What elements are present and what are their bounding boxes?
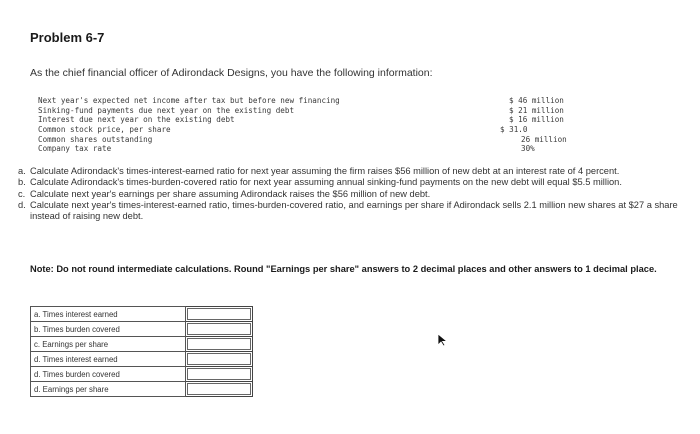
answer-row [31,352,253,367]
question-item [18,166,686,176]
answer-row [31,337,253,352]
info-value: 26 million [521,134,567,144]
info-row [38,144,598,154]
info-table [38,96,598,154]
answer-input-eps-c[interactable] [187,338,251,350]
info-value: $ 21 million [509,105,564,115]
info-row [38,115,598,125]
answer-row [31,367,253,382]
answer-label: b. Times burden covered [31,322,186,337]
answer-label: a. Times interest earned [31,307,186,322]
info-row [38,96,598,106]
question-text: Calculate Adirondack's times-interest-earned ratio for next year assuming the firm raises $56 million of new debt at an interest rate of 4 percent. [30,166,620,176]
problem-intro: As the chief financial officer of Adirondack Designs, you have the following information: [30,67,433,79]
info-value: 30% [521,144,535,154]
info-value: $ 46 million [509,96,564,105]
problem-title: Problem 6-7 [30,30,105,45]
answer-cell [186,307,253,322]
info-label: Company tax rate [38,144,112,154]
info-label: Next year's expected net income after tax but before new financing [38,96,340,105]
info-value: $ 31.0 [500,125,528,135]
answer-input-tie-d[interactable] [187,353,251,365]
answer-cell [186,352,253,367]
info-value: $ 16 million [509,115,564,125]
question-item [18,189,686,199]
answer-label: c. Earnings per share [31,337,186,352]
answer-label: d. Times interest earned [31,352,186,367]
answer-row [31,382,253,397]
question-letter: b. [18,177,26,188]
info-row [38,106,598,116]
info-row [38,135,598,145]
answer-cell [186,322,253,337]
question-item [18,200,686,221]
question-text: Calculate next year's times-interest-earned ratio, times-burden-covered ratio, and earnings per share if Adirondack sells 2.1 million new shares at $27 a share instead of raising new debt. [30,200,678,221]
mouse-pointer-icon [437,333,449,352]
rounding-note: Note: Do not round intermediate calculations. Round "Earnings per share" answers to 2 decimal places and other answers to 1 decimal place. [30,264,657,274]
answer-cell [186,367,253,382]
info-row [38,125,598,135]
question-item [18,177,686,187]
question-text: Calculate Adirondack's times-burden-covered ratio for next year assuming annual sinking-fund payments on the new debt will equal $5.5 million. [30,177,622,188]
info-label: Interest due next year on the existing debt [38,115,235,125]
question-letter: d. [18,200,26,211]
question-text: Calculate next year's earnings per share assuming Adirondack raises the $56 million of new debt. [30,188,431,199]
question-letter: a. [18,166,26,176]
answer-input-tbc-d[interactable] [187,368,251,380]
answer-input-tie-a[interactable] [187,308,251,320]
answer-cell [186,382,253,397]
question-letter: c. [18,188,26,199]
info-label: Sinking-fund payments due next year on the existing debt [38,105,295,115]
answer-cell [186,337,253,352]
answer-row [31,322,253,337]
answer-input-tbc-b[interactable] [187,323,251,335]
info-label: Common shares outstanding [38,134,153,144]
answer-row [31,307,253,322]
answer-label: d. Earnings per share [31,382,186,397]
info-label: Common stock price, per share [38,125,171,135]
answer-input-eps-d[interactable] [187,383,251,395]
answer-label: d. Times burden covered [31,367,186,382]
answer-table [30,306,253,397]
question-list [18,166,686,222]
